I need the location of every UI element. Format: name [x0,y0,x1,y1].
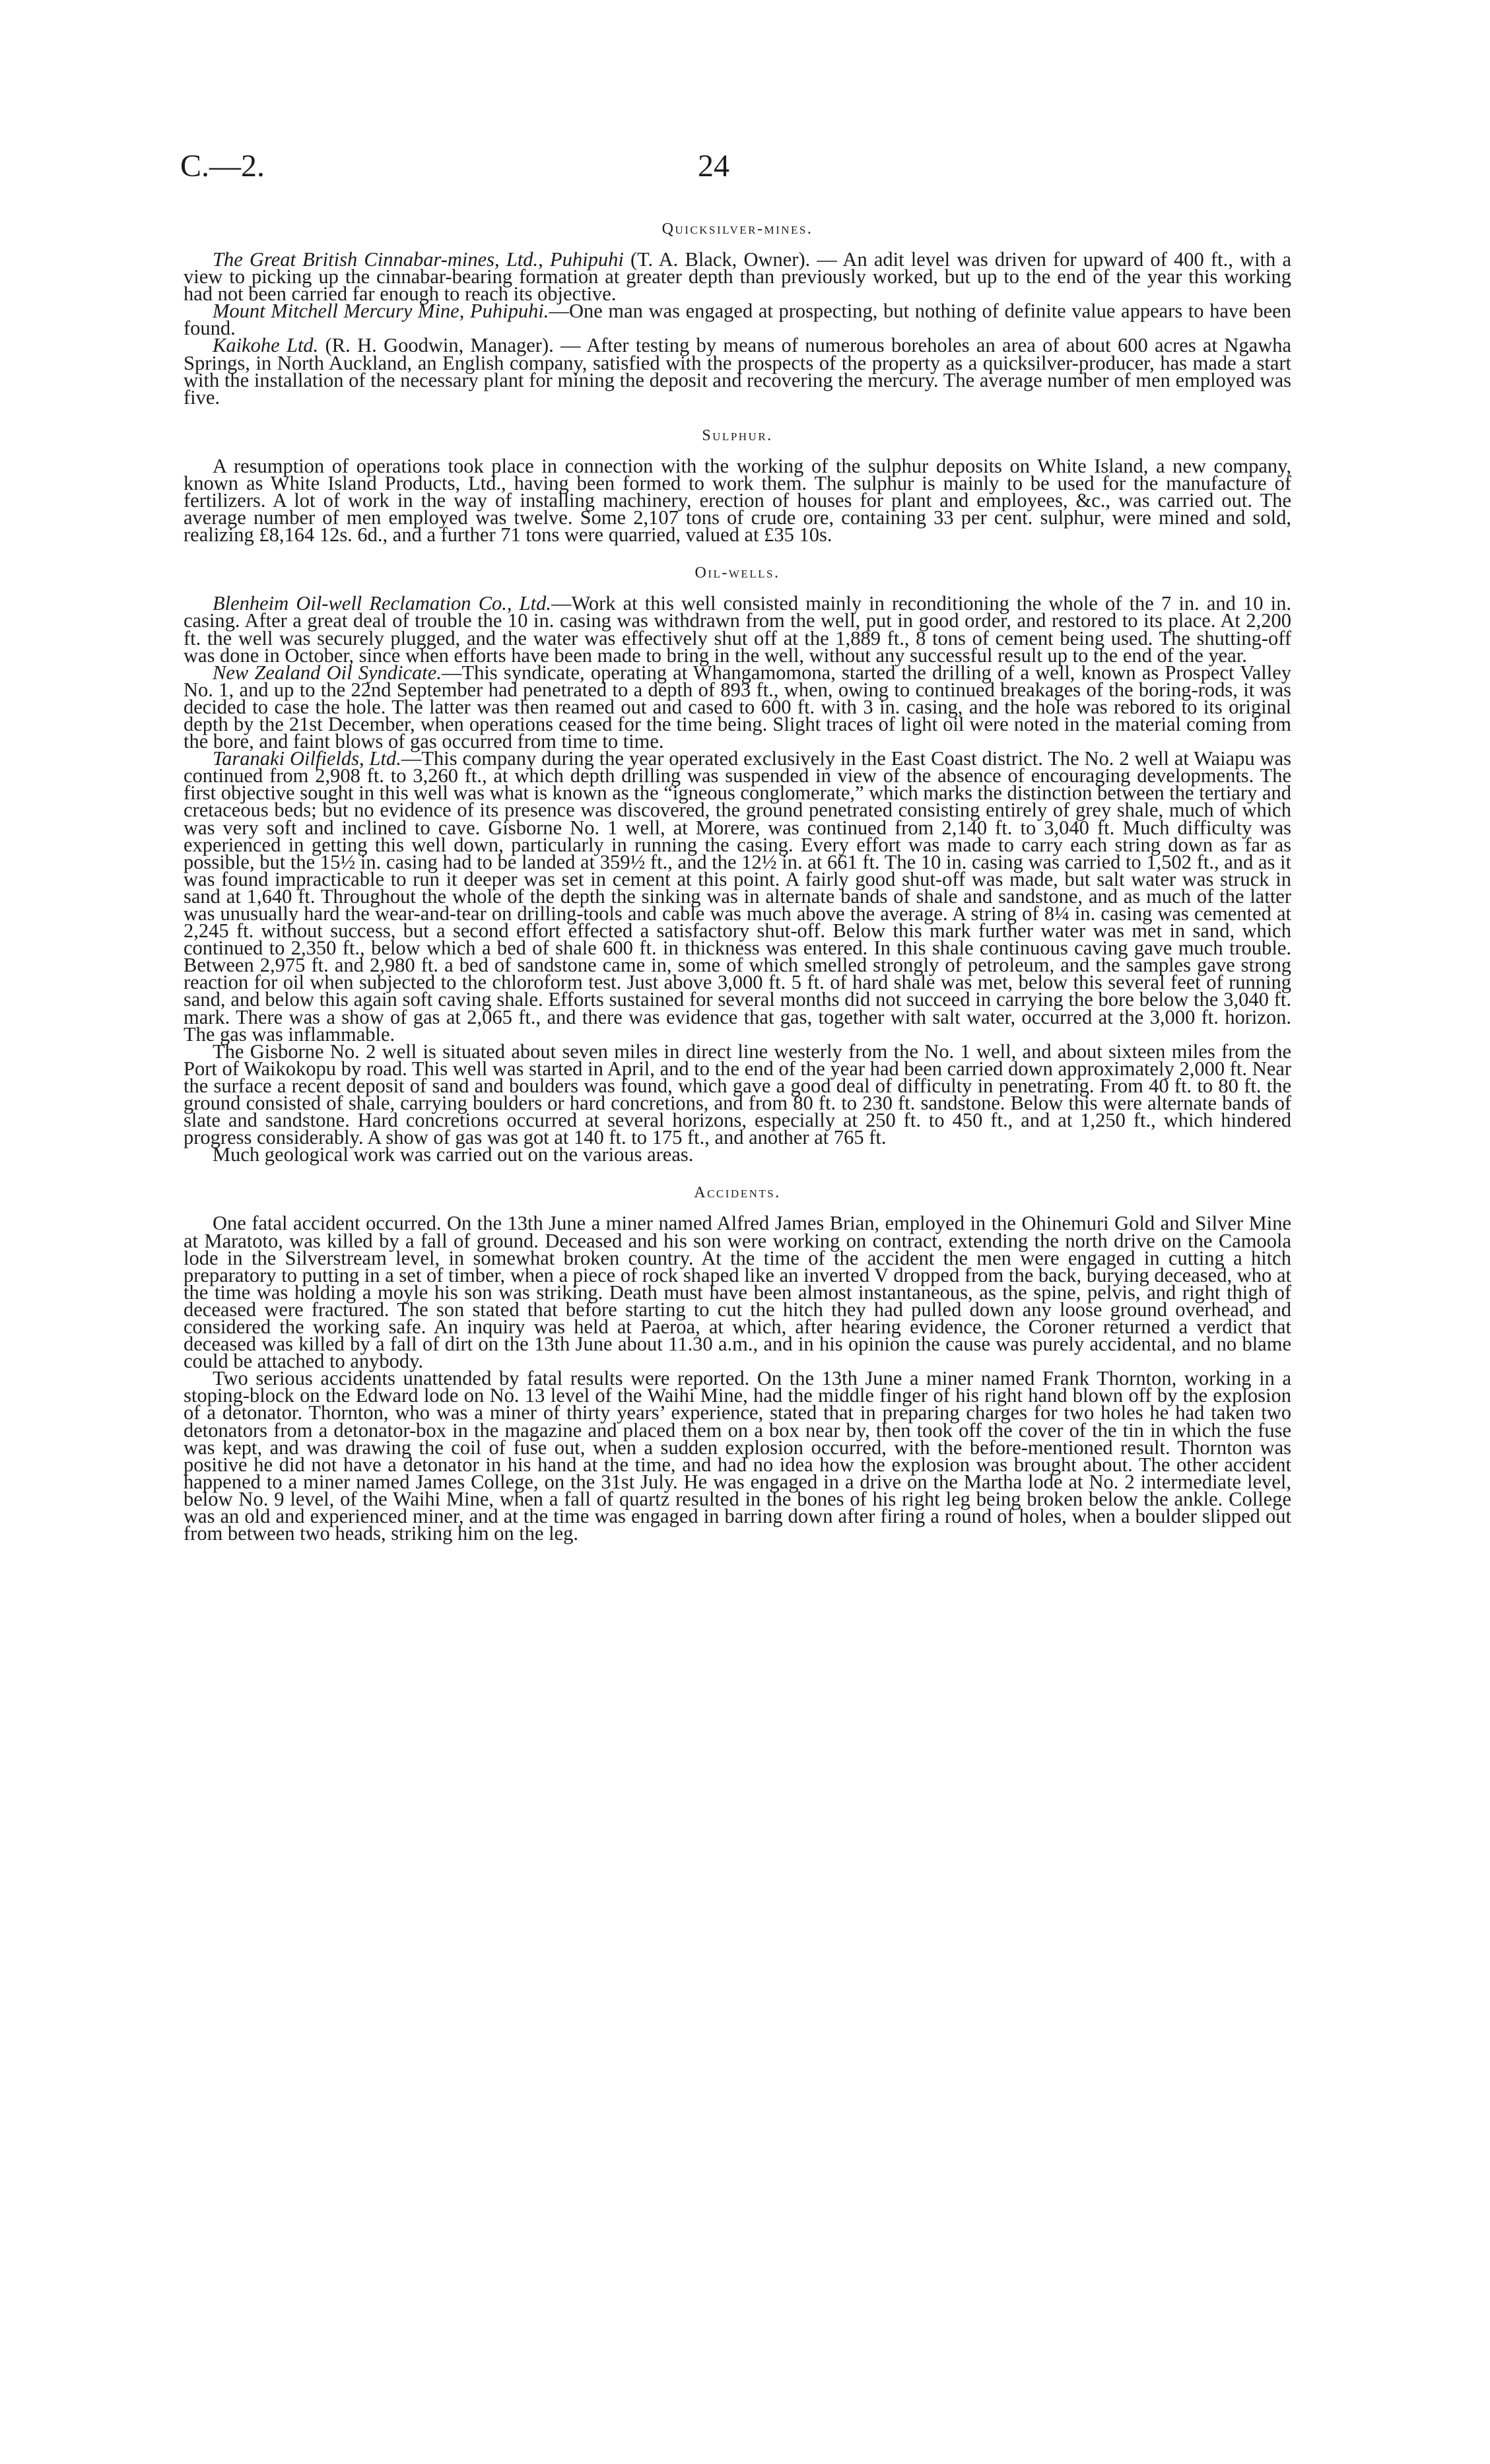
paragraph-nz-oil-syndicate [184,661,1292,753]
section-sulphur [184,426,1291,547]
page-body [184,216,1292,1545]
company-name: Taranaki Oilfields, Ltd. [213,747,401,770]
paragraph-great-british-cinnabar [184,248,1291,306]
company-name: Kaikohe Ltd. [213,334,319,357]
paragraph-geological-work: Much geological work was carried out on the various areas. [213,1143,694,1166]
page-number: 24 [698,149,729,183]
paragraph-white-island: A resumption of operations took place in connection with the working of the sulphur deposits on White Island, a new company, known as White Island Products, Ltd., having been formed to work them. The sulphur is mainly to be used for the manufacture of fertilizers. A lot of work in the way of installing machinery, erection of houses for plant and employees, &c., was carried out. The average number of men employed was twelve. Some 2,107 tons of crude ore, containing 33 per cent. sulphur, were mined and sold, realizing £8,164 12s. 6d., and a further 71 tons were quarried, valued at £35 10s. [184,454,1291,547]
heading-sulphur: Sulphur. [702,426,773,444]
paragraph-text: —This company during the year operated exclusively in the East Coast district. The No. 2 well at Waiapu was continued from 2,908 ft. to 3,260 ft., at which depth drilling was suspended in view of the absence of encouraging developments. The first objective sought in this well was what is known as the “igneous conglomerate,” which marks the distinction between the tertiary and cretaceous beds; but no evidence of its presence was discovered, the ground penetrated consisting entirely of grey shale, much of which was very soft and inclined to cave. Gisborne No. 1 well, at Morere, was continued from 2,140 ft. to 3,040 ft. Much difficulty was experienced in getting this well down, particularly in running the casing. Every effort was made to carry each string down as far as possible, but the 15½ in. casing had to be landed at 359½ ft., and the 12½ in. at 661 ft. The 10 in. casing was carried to 1,502 ft., and as it was found impracticable to run it deeper was set in cement at this point. A fairly good shut-off was made, but salt water was struck in sand at 1,640 ft. Throughout the whole of the depth the sinking was in alternate bands of shale and sandstone, and as much of the latter was unusually hard the wear-and-tear on drilling-tools and cable was much above the average. A string of 8¼ in. casing was cemented at 2,245 ft. without success, but a second effort effected a satisfactory shut-off. Below this mark further water was met in sand, which continued to 2,350 ft., below which a bed of shale 600 ft. in thickness was entered. In this shale continuous caving gave much trouble. Between 2,975 ft. and 2,980 ft. a bed of sandstone came in, some of which smelled strongly of petroleum, and the samples gave strong reaction for oil when subjected to the chloroform test. Just above 3,000 ft. 5 ft. of hard shale was met, below this several feet of running sand, and below this again soft caving shale. Efforts sustained for several months did not succeed in carrying the bore below the 3,040 ft. mark. There was a show of gas at 2,065 ft., and there was evidence that gas, together with salt water, occurred at the 3,000 ft. horizon. The gas was inflammable. [184,747,1291,1046]
company-name: The Great British Cinnabar-mines, Ltd., Puhipuhi [213,248,624,271]
section-quicksilver-mines [184,220,1291,409]
company-name: Mount Mitchell Mercury Mine, Puhipuhi. [213,300,549,323]
section-accidents [184,1184,1291,1545]
paragraph-text: —One man was engaged at prospecting, but nothing of definite value appears to have been found. [184,300,1291,340]
company-name: New Zealand Oil Syndicate. [213,661,442,684]
document-reference: C.—2. [180,149,265,183]
paragraph-text: (R. H. Goodwin, Manager). — After testing by means of numerous boreholes an area of about 600 acres at Ngawha Springs, in North Auckland, an English company, satisfied with the prospects of the property as a quicksilver-producer, has made a start with the installation of the necessary plant for mining the deposit and recovering the mercury. The average number of men employed was five. [184,334,1291,409]
paragraph-mount-mitchell [184,300,1291,340]
paragraph-taranaki-oilfields [184,747,1291,1046]
paragraph-text: (T. A. Black, Owner). — An adit level was driven for upward of 400 ft., with a view to picking up the cinnabar-bearing formation at greater depth than previously worked, but up to the end of the year this working had not been carried far enough to reach its objective. [184,248,1291,306]
heading-oil-wells: Oil-wells. [694,564,780,582]
paragraph-gisborne-no2: The Gisborne No. 2 well is situated about seven miles in direct line westerly from the No. 1 well, and about sixteen miles from the Port of Waikokopu by road. This well was started in April, and to the end of the year had been carried down approximately 2,000 ft. Near the surface a recent deposit of sand and boulders was found, which gave a good deal of difficulty in penetrating. From 40 ft. to 80 ft. the ground consisted of shale, carrying boulders or hard concretions, and from 80 ft. to 230 ft. sandstone. Below this were alternate bands of slate and sandstone. Hard concretions occurred at several horizons, especially at 250 ft. to 450 ft., and at 1,250 ft., which hindered progress considerably. A show of gas was got at 140 ft. to 175 ft., and another at 765 ft. [184,1040,1291,1149]
paragraph-blenheim [184,592,1291,667]
heading-accidents: Accidents. [694,1184,781,1202]
heading-quicksilver-mines: Quicksilver-mines. [661,220,813,238]
paragraph-serious-accidents: Two serious accidents unattended by fatal results were reported. On the 13th June a miner named Frank Thornton, working in a stoping-block on the Edward lode on No. 13 level of the Waihi Mine, had the middle finger of his right hand blown off by the explosion of a detonator. Thornton, who was a miner of thirty years’ experience, stated that in preparing charges for two holes he had taken two detonators from a detonator-box in the magazine and placed them on a box near by, then took off the cover of the tin in which the fuse was kept, and was drawing the coil of fuse out, when a sudden explosion occurred, with the before-mentioned result. Thornton was positive he did not have a detonator in his hand at the time, and had no idea how the explosion was brought about. The other accident happened to a miner named James College, on the 31st July. He was engaged in a drive on the Martha lode at No. 2 intermediate level, below No. 9 level, of the Waihi Mine, when a fall of quartz resulted in the bones of his right leg being broken below the ankle. College was an old and experienced miner, and at the time was engaged in barring down after firing a round of holes, when a boulder slipped out from between two heads, striking him on the leg. [184,1367,1291,1545]
paragraph-kaikohe [184,334,1291,409]
paragraph-text: —Work at this well consisted mainly in reconditioning the whole of the 7 in. and 10 in. casing. After a great deal of trouble the 10 in. casing was withdrawn from the well, put in good order, and restored to its place. At 2,200 ft. the well was securely plugged, and the water was effectively shut off at the 1,889 ft., 8 tons of cement being used. The shutting-off was done in October, since when efforts have been made to bring in the well, without any successful result up to the end of the year. [184,592,1291,667]
section-oil-wells [184,564,1292,1166]
paragraph-fatal-accident: One fatal accident occurred. On the 13th June a miner named Alfred James Brian, employed in the Ohinemuri Gold and Silver Mine at Maratoto, was killed by a fall of ground. Deceased and his son were working on contract, extending the north drive on the Camoola lode in the Silverstream level, in somewhat broken country. At the time of the accident the men were engaged in cutting a hitch preparatory to putting in a set of timber, when a piece of rock shaped like an inverted V dropped from the back, burying deceased, who at the time was holding a moyle his son was striking. Death must have been almost instantaneous, as the spine, pelvis, and right thigh of deceased were fractured. The son stated that before starting to cut the hitch they had pulled down any loose ground overhead, and considered the working safe. An inquiry was held at Paeroa, at which, after hearing evidence, the Coroner returned a verdict that deceased was killed by a fall of dirt on the 13th June about 11.30 a.m., and in his opinion the cause was purely accidental, and no blame could be attached to anybody. [184,1212,1291,1373]
paragraph-text: —This syndicate, operating at Whangamomona, started the drilling of a well, known as Prospect Valley No. 1, and up to the 22nd September had penetrated to a depth of 893 ft., when, owing to continued breakages of the boring-rods, it was decided to case the hole. The latter was then reamed out and cased to 600 ft. with 3 in. casing, and the hole was rebored to its original depth by the 21st December, when operations ceased for the time being. Slight traces of light oil were noted in the material coming from the bore, and faint blows of gas occurred from time to time. [184,661,1292,753]
company-name: Blenheim Oil-well Reclamation Co., Ltd. [213,592,551,615]
